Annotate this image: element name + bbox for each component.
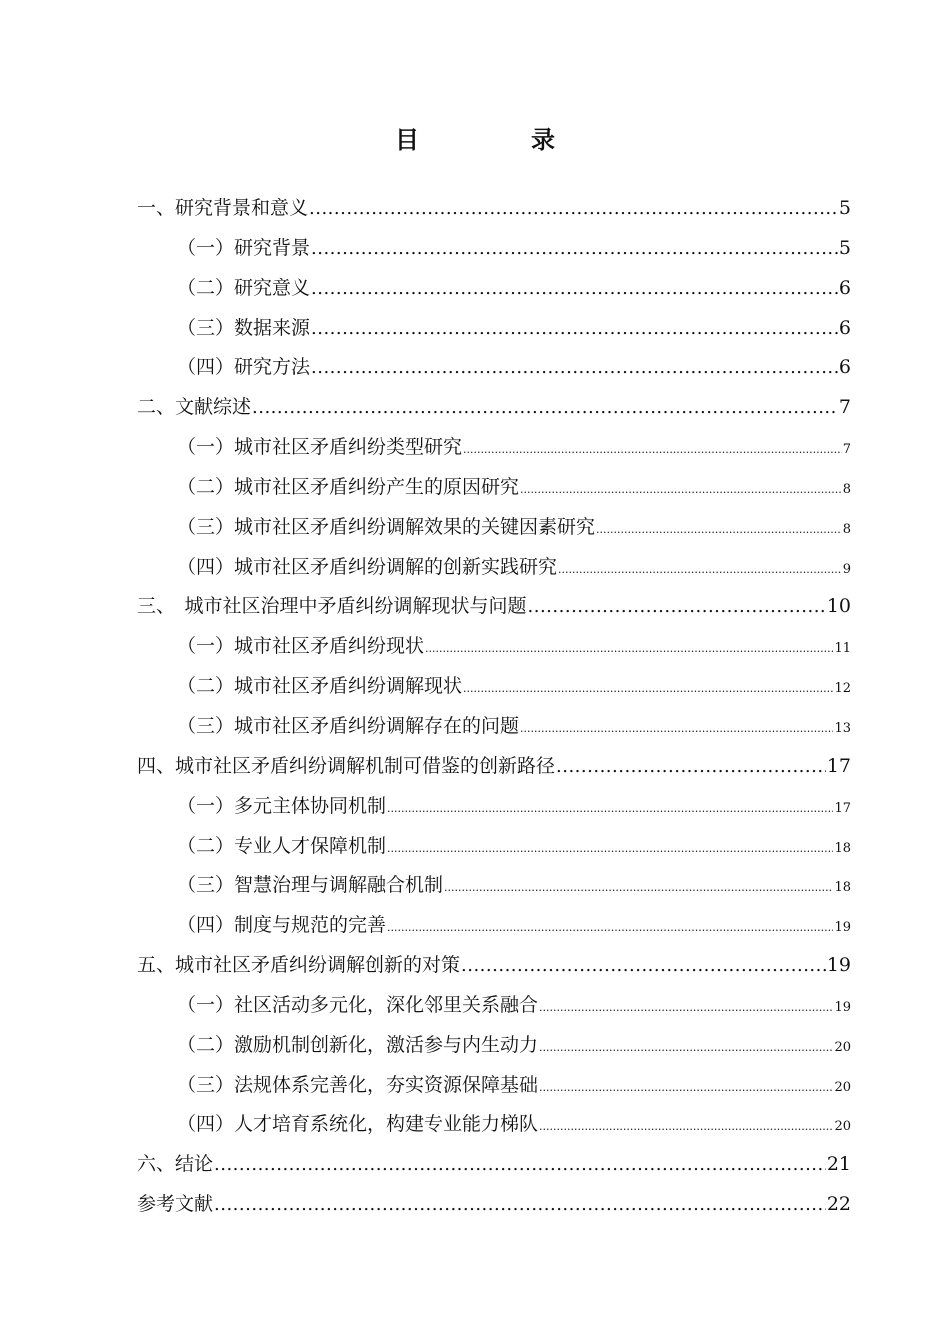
toc-entry-label: 参考文献 bbox=[137, 1193, 214, 1216]
toc-leader-dots bbox=[311, 357, 838, 378]
toc-leader-dots bbox=[387, 921, 833, 934]
toc-entry-label: （二）城市社区矛盾纠纷产生的原因研究 bbox=[177, 475, 520, 498]
toc-leader-dots bbox=[311, 318, 838, 339]
toc-page-number: 18 bbox=[834, 840, 851, 856]
toc-section-entry[interactable] bbox=[137, 352, 851, 392]
toc-page-number: 11 bbox=[834, 641, 851, 657]
toc-section-entry[interactable] bbox=[137, 512, 851, 552]
toc-leader-dots bbox=[214, 1154, 826, 1175]
toc-page-number: 22 bbox=[826, 1193, 851, 1216]
toc-entry-label: 一、研究背景和意义 bbox=[137, 197, 309, 219]
toc-section-entry[interactable] bbox=[137, 711, 851, 751]
toc-leader-dots bbox=[528, 596, 826, 617]
toc-leader-dots bbox=[425, 642, 833, 655]
page-title: 目 录 bbox=[395, 126, 599, 154]
toc-chapter-entry[interactable] bbox=[137, 193, 851, 233]
toc-entry-label: （三）数据来源 bbox=[177, 316, 311, 339]
toc-chapter-entry[interactable] bbox=[137, 751, 851, 791]
toc-entry-label: （二）激励机制创新化，激活参与内生动力 bbox=[177, 1033, 539, 1056]
toc-section-entry[interactable] bbox=[137, 990, 851, 1030]
toc-page-number: 20 bbox=[834, 1079, 851, 1095]
toc-leader-dots bbox=[214, 1194, 826, 1215]
toc-page-number: 17 bbox=[826, 754, 851, 777]
toc-entry-label: （三）城市社区矛盾纠纷调解存在的问题 bbox=[177, 714, 520, 737]
toc-entry-label: （一）多元主体协同机制 bbox=[177, 794, 387, 817]
toc-page-number: 6 bbox=[838, 356, 851, 379]
toc-leader-dots bbox=[539, 1041, 833, 1054]
toc-section-entry[interactable] bbox=[137, 552, 851, 592]
toc-entry-label: 二、文献综述 bbox=[137, 396, 252, 419]
toc-page-number: 20 bbox=[834, 1119, 851, 1135]
toc-entry-label: （二）城市社区矛盾纠纷调解现状 bbox=[177, 675, 463, 698]
toc-page-number: 20 bbox=[834, 1039, 851, 1055]
toc-section-entry[interactable] bbox=[137, 671, 851, 711]
toc-leader-dots bbox=[539, 1120, 833, 1133]
toc-leader-dots bbox=[520, 722, 833, 735]
toc-section-entry[interactable] bbox=[137, 313, 851, 353]
toc-entry-label: 五、城市社区矛盾纠纷调解创新的对策 bbox=[137, 954, 461, 977]
toc-entry-label: （四）研究方法 bbox=[177, 356, 311, 379]
toc-page-number: 19 bbox=[834, 999, 851, 1015]
toc-page-number: 17 bbox=[834, 800, 851, 816]
toc-leader-dots bbox=[463, 682, 833, 695]
toc-section-entry[interactable] bbox=[137, 1030, 851, 1070]
toc-entry-label: （一）城市社区矛盾纠纷类型研究 bbox=[177, 436, 463, 459]
toc-entry-label: 三、 城市社区治理中矛盾纠纷调解现状与问题 bbox=[137, 595, 527, 618]
toc-page-number: 7 bbox=[838, 396, 851, 419]
toc-section-entry[interactable] bbox=[137, 870, 851, 910]
toc-leader-dots bbox=[461, 955, 826, 976]
toc-page-number: 5 bbox=[838, 236, 851, 259]
toc-chapter-entry[interactable] bbox=[137, 1149, 851, 1189]
toc-section-entry[interactable] bbox=[137, 273, 851, 313]
toc-leader-dots bbox=[556, 756, 826, 777]
toc-chapter-entry[interactable] bbox=[137, 1189, 851, 1229]
toc-page-number: 8 bbox=[842, 481, 851, 497]
toc-entry-label: （一）研究背景 bbox=[177, 236, 311, 259]
toc-section-entry[interactable] bbox=[137, 910, 851, 950]
toc-leader-dots bbox=[444, 881, 833, 894]
toc-leader-dots bbox=[539, 1081, 833, 1094]
toc-entry-label: （三）法规体系完善化，夯实资源保障基础 bbox=[177, 1073, 539, 1096]
toc-section-entry[interactable] bbox=[137, 791, 851, 831]
toc-page-number: 8 bbox=[842, 521, 851, 537]
toc-entry-label: （二）研究意义 bbox=[177, 276, 311, 299]
toc-section-entry[interactable] bbox=[137, 1070, 851, 1110]
toc-entry-label: 四、城市社区矛盾纠纷调解机制可借鉴的创新路径 bbox=[137, 754, 556, 777]
toc-page-number: 19 bbox=[834, 920, 851, 936]
toc-section-entry[interactable] bbox=[137, 432, 851, 472]
toc-page-number: 6 bbox=[838, 276, 851, 299]
toc-entry-label: （四）城市社区矛盾纠纷调解的创新实践研究 bbox=[177, 555, 558, 578]
toc-page-number: 18 bbox=[834, 880, 851, 896]
toc-section-entry[interactable] bbox=[137, 1109, 851, 1149]
toc-leader-dots bbox=[311, 278, 838, 299]
toc-leader-dots bbox=[252, 397, 838, 418]
toc-leader-dots bbox=[539, 1001, 833, 1014]
toc-leader-dots bbox=[311, 238, 838, 259]
toc-page-number: 7 bbox=[842, 442, 851, 458]
toc-page-number: 5 bbox=[838, 197, 851, 219]
toc-section-entry[interactable] bbox=[137, 472, 851, 512]
toc-leader-dots bbox=[387, 802, 833, 815]
toc-entry-label: （三）智慧治理与调解融合机制 bbox=[177, 874, 444, 897]
toc-leader-dots bbox=[387, 842, 833, 855]
toc-entry-label: （三）城市社区矛盾纠纷调解效果的关键因素研究 bbox=[177, 515, 596, 538]
toc-leader-dots bbox=[463, 443, 842, 456]
toc-leader-dots bbox=[309, 198, 838, 219]
toc-entry-label: （一）城市社区矛盾纠纷现状 bbox=[177, 635, 425, 658]
toc-leader-dots bbox=[596, 523, 842, 536]
toc-section-entry[interactable] bbox=[137, 831, 851, 871]
table-of-contents bbox=[137, 193, 851, 1229]
toc-page-number: 10 bbox=[826, 595, 851, 618]
toc-section-entry[interactable] bbox=[137, 631, 851, 671]
toc-page-number: 9 bbox=[842, 561, 851, 577]
toc-page-number: 6 bbox=[838, 316, 851, 339]
toc-entry-label: （四）制度与规范的完善 bbox=[177, 914, 387, 937]
toc-chapter-entry[interactable] bbox=[137, 392, 851, 432]
toc-page-number: 13 bbox=[834, 720, 851, 736]
toc-page-number: 19 bbox=[826, 954, 851, 977]
toc-leader-dots bbox=[520, 483, 842, 496]
toc-section-entry[interactable] bbox=[137, 233, 851, 273]
toc-entry-label: （一）社区活动多元化，深化邻里关系融合 bbox=[177, 993, 539, 1016]
toc-entry-label: （四）人才培育系统化，构建专业能力梯队 bbox=[177, 1113, 539, 1136]
toc-entry-label: （二）专业人才保障机制 bbox=[177, 834, 387, 857]
toc-chapter-entry[interactable] bbox=[137, 950, 851, 990]
toc-page-number: 21 bbox=[826, 1153, 851, 1176]
toc-chapter-entry[interactable] bbox=[137, 591, 851, 631]
toc-page-number: 12 bbox=[834, 681, 851, 697]
toc-entry-label: 六、结论 bbox=[137, 1153, 214, 1176]
toc-leader-dots bbox=[558, 563, 842, 576]
